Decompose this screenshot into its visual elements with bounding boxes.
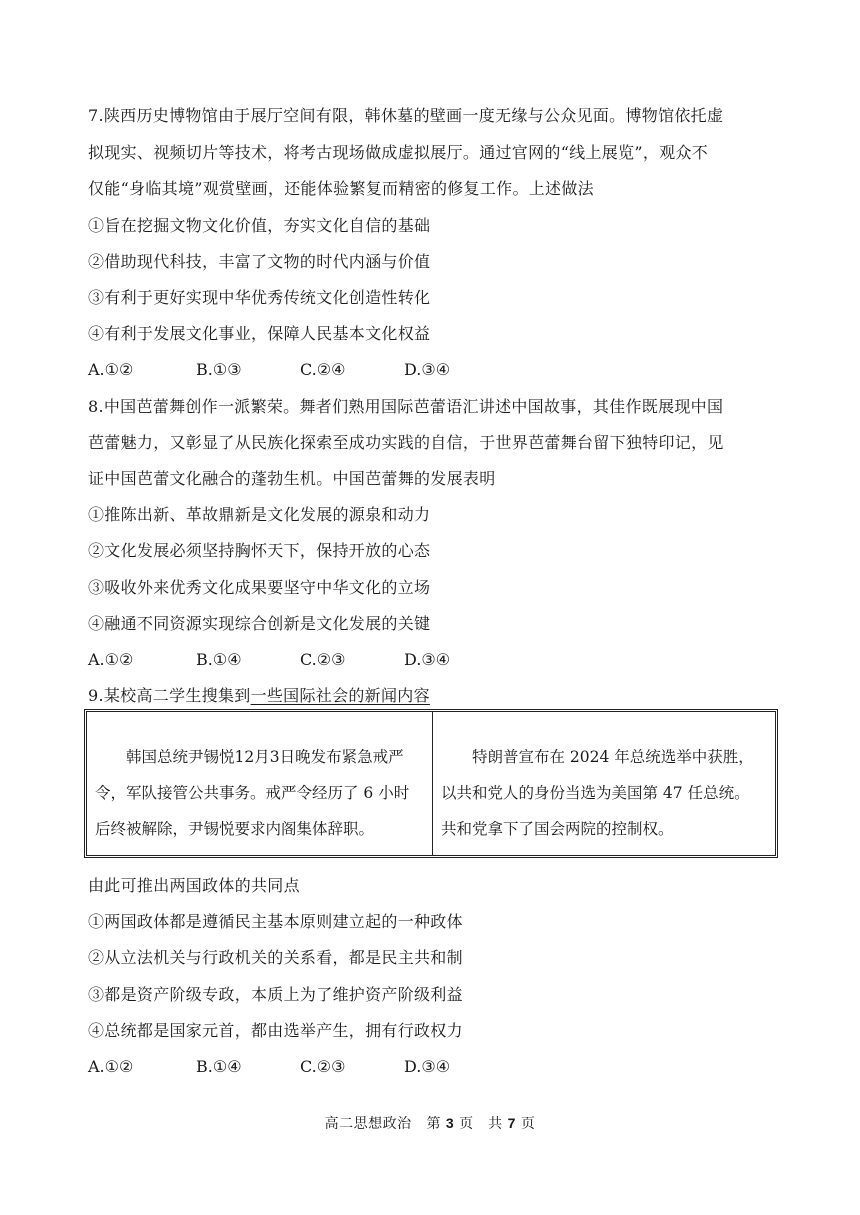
option-c[interactable]: C.②③ — [300, 650, 346, 669]
footer-page-suffix: 页 — [520, 1116, 536, 1132]
option-b[interactable]: B.①④ — [196, 1057, 242, 1076]
question-8-statement: ④融通不同资源实现综合创新是文化发展的关键 — [88, 614, 431, 633]
option-b[interactable]: B.①③ — [196, 360, 242, 379]
news-cell-korea — [87, 712, 433, 855]
question-9-prompt: 由此可推出两国政体的共同点 — [88, 876, 300, 895]
option-a[interactable]: A.①② — [88, 360, 134, 379]
question-8-statement: ③吸收外来优秀文化成果要坚守中华文化的立场 — [88, 578, 431, 597]
question-8-stem-line: 证中国芭蕾文化融合的蓬勃生机。中国芭蕾舞的发展表明 — [88, 469, 496, 488]
news-table — [84, 709, 778, 858]
option-d[interactable]: D.③④ — [404, 650, 451, 669]
option-d[interactable]: D.③④ — [404, 360, 451, 379]
option-c[interactable]: C.②④ — [300, 360, 346, 379]
question-9-statement: ①两国政体都是遵循民主基本原则建立起的一种政体 — [88, 912, 463, 931]
news-line: 韩国总统尹锡悦12月3日晚发布紧急戒严 — [95, 748, 404, 766]
news-line: 特朗普宣布在 2024 年总统选举中获胜， — [441, 748, 754, 766]
news-cell-usa — [433, 712, 775, 855]
question-7-stem-line: 7.陕西历史博物馆由于展厅空间有限，韩休墓的壁画一度无缘与公众见面。博物馆依托虚 — [88, 106, 724, 125]
option-a[interactable]: A.①② — [88, 650, 134, 669]
footer-page-mid: 页 共 — [459, 1116, 503, 1132]
footer-page-prefix: 第 — [426, 1116, 441, 1132]
news-line: 以共和党人的身份当选为美国第 47 任总统。 — [441, 784, 750, 802]
question-7-statement: ④有利于发展文化事业，保障人民基本文化权益 — [88, 324, 431, 343]
question-9-statement: ③都是资产阶级专政，本质上为了维护资产阶级利益 — [88, 985, 463, 1004]
footer-page-number: 3 — [445, 1115, 455, 1131]
option-d[interactable]: D.③④ — [404, 1057, 451, 1076]
news-line: 令，军队接管公共事务。戒严令经历了 6 小时 — [95, 784, 410, 802]
question-7-statement: ③有利于更好实现中华优秀传统文化创造性转化 — [88, 288, 431, 307]
option-b[interactable]: B.①④ — [196, 650, 242, 669]
page-footer — [0, 1113, 860, 1134]
question-8-statement: ①推陈出新、革故鼎新是文化发展的源泉和动力 — [88, 505, 431, 524]
question-9-statement: ④总统都是国家元首，都由选举产生，拥有行政权力 — [88, 1021, 463, 1040]
question-8-statement: ②文化发展必须坚持胸怀天下，保持开放的心态 — [88, 541, 431, 560]
footer-page-total: 7 — [507, 1115, 516, 1131]
news-line: 后终被解除，尹锡悦要求内阁集体辞职。 — [95, 820, 375, 838]
question-7-statement: ②借助现代科技，丰富了文物的时代内涵与价值 — [88, 252, 431, 271]
question-9-intro: 9.某校高二学生搜集到一些国际社会的新闻内容 — [88, 686, 430, 705]
option-c[interactable]: C.②③ — [300, 1057, 346, 1076]
news-line: 共和党拿下了国会两院的控制权。 — [441, 820, 674, 838]
question-8-stem-line: 芭蕾魅力，又彰显了从民族化探索至成功实践的自信，于世界芭蕾舞台留下独特印记，见 — [88, 433, 724, 452]
footer-subject: 高二思想政治 — [324, 1116, 412, 1132]
question-9-statement: ②从立法机关与行政机关的关系看，都是民主共和制 — [88, 948, 463, 967]
option-a[interactable]: A.①② — [88, 1057, 134, 1076]
question-7-stem-line: 仅能“身临其境”观赏壁画，还能体验繁复而精密的修复工作。上述做法 — [88, 179, 594, 198]
question-8-stem-line: 8.中国芭蕾舞创作一派繁荣。舞者们熟用国际芭蕾语汇讲述中国故事，其佳作既展现中国 — [88, 397, 724, 416]
question-7-stem-line: 拟现实、视频切片等技术，将考古现场做成虚拟展厅。通过官网的“线上展览”，观众不 — [88, 143, 709, 162]
question-7-statement: ①旨在挖掘文物文化价值，夯实文化自信的基础 — [88, 216, 431, 235]
